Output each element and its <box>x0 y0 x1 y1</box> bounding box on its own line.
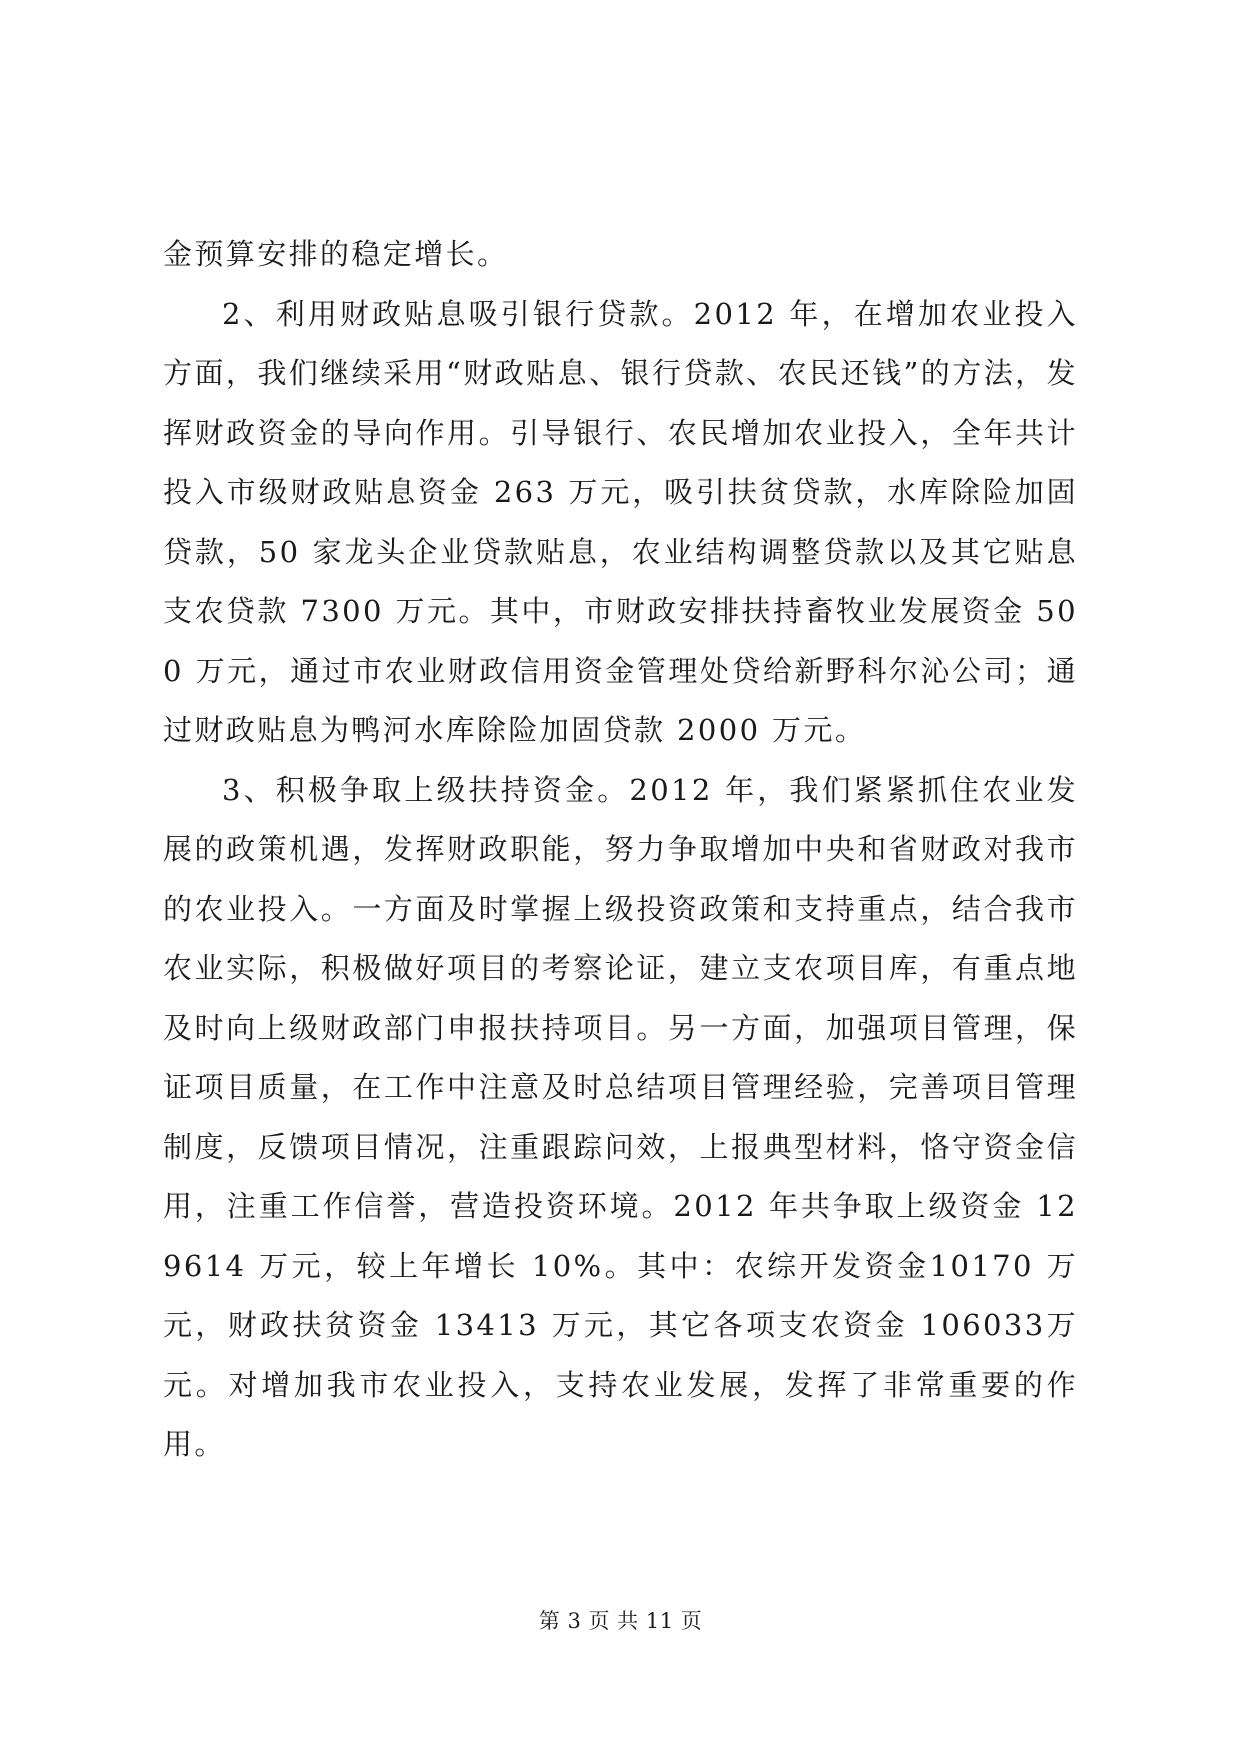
page-number-footer: 第 3 页 共 11 页 <box>538 1609 703 1633</box>
paragraph-superior-funds: 3、积极争取上级扶持资金。2012 年，我们紧紧抓住农业发展的政策机遇，发挥财政职能，努力争取增加中央和省财政对我市的农业投入。一方面及时掌握上级投资政策和支持重点，结合我市农业实际，积极做好项目的考察论证，建立支农项目库，有重点地及时向上级财政部门申报扶持项目。另一方面，加强项目管理，保证项目质量，在工作中注意及时总结项目管理经验，完善项目管理制度，反馈项目情况，注重跟踪问效，上报典型材料，恪守资金信用，注重工作信誉，营造投资环境。2012 年共争取上级资金 129614 万元，较上年增长 10%。其中：农综开发资金10170 万元，财政扶贫资金 13413 万元，其它各项支农资金 106033万元。对增加我市农业投入，支持农业发展，发挥了非常重要的作用。 <box>163 772 1078 1461</box>
paragraph-continuation: 金预算安排的稳定增长。 <box>163 237 509 271</box>
document-body <box>163 225 1078 1475</box>
paragraph-bank-loans: 2、利用财政贴息吸引银行贷款。2012 年，在增加农业投入方面，我们继续采用“财政贴息、银行贷款、农民还钱”的方法，发挥财政资金的导向作用。引导银行、农民增加农业投入，全年共计投入市级财政贴息资金 263 万元，吸引扶贫贷款，水库除险加固贷款，50 家龙头企业贷款贴息，农业结构调整贷款以及其它贴息支农贷款 7300 万元。其中，市财政安排扶持畜牧业发展资金 500 万元，通过市农业财政信用资金管理处贷给新野科尔沁公司；通过财政贴息为鸭河水库除险加固贷款 2000 万元。 <box>163 296 1078 747</box>
